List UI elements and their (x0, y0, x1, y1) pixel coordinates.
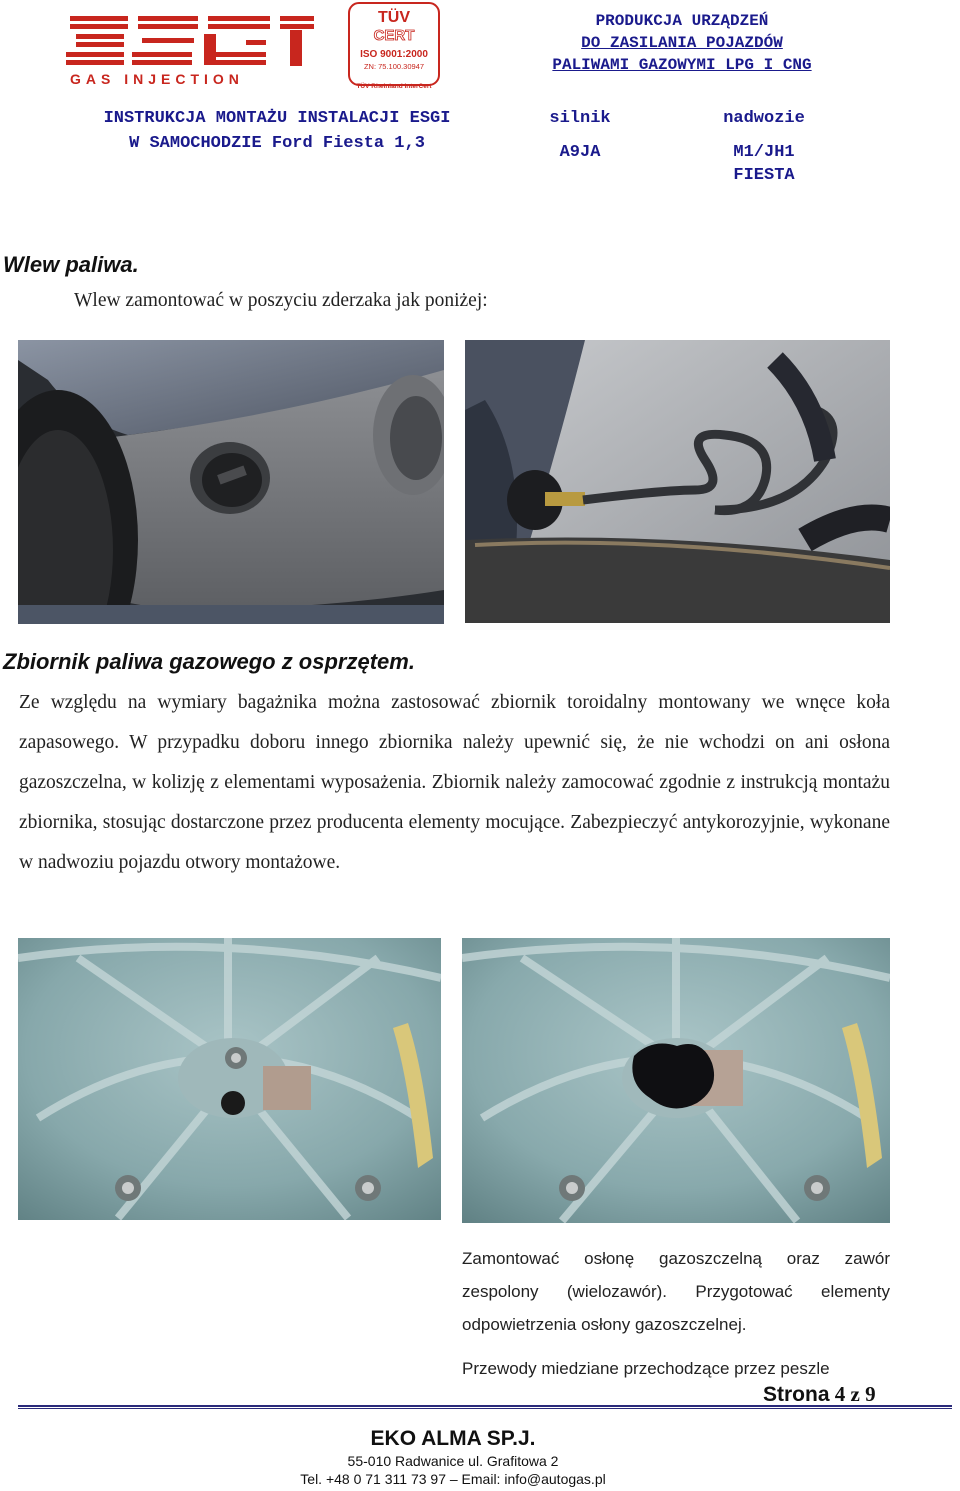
tuv-text: TÜV (378, 9, 410, 26)
cert-issuer: TÜV Rheinland InterCert (356, 83, 432, 90)
side-note-pipes: Przewody miedziane przechodzące przez peszle (462, 1359, 830, 1378)
body-label: nadwozie (723, 109, 805, 128)
company-line-2: DO ZASILANIA POJAZDÓW (581, 34, 783, 52)
tuv-cert-badge (348, 2, 440, 90)
engine-info (530, 106, 630, 165)
section-heading-tank: Zbiornik paliwa gazowego z osprzętem. (3, 649, 415, 674)
photo-spare-wheel-well-sealed (462, 938, 890, 1223)
photo-bumper-filler-neck (18, 340, 444, 624)
cert-number: ZN: 75.100.30947 (363, 62, 425, 71)
cert-text: CERT (373, 27, 415, 44)
iso-text: ISO 9001:2000 (360, 49, 428, 60)
company-line-3: PALIWAMI GAZOWYMI LPG I CNG (552, 56, 812, 74)
photo-filler-hose-connection (465, 340, 890, 623)
page-of: z (850, 1382, 860, 1406)
photo-spare-wheel-well-drilled (18, 938, 441, 1220)
body-value-1: M1/JH1 (733, 143, 795, 162)
footer-rule (18, 1405, 952, 1409)
body-value-2: FIESTA (733, 166, 795, 185)
esgi-logo (62, 10, 320, 88)
doc-title (42, 106, 512, 156)
engine-label: silnik (549, 109, 611, 128)
company-line-1: PRODUKCJA URZĄDZEŃ (595, 12, 769, 30)
page-current: 4 (834, 1382, 846, 1406)
esgi-logo-subtitle: GAS INJECTION (70, 71, 244, 87)
page-number (763, 1382, 876, 1407)
page-word: Strona (763, 1383, 830, 1406)
body-info (700, 106, 828, 188)
company-description (512, 10, 852, 76)
doc-title-line-2: W SAMOCHODZIE Ford Fiesta 1,3 (129, 134, 425, 153)
engine-value: A9JA (559, 143, 601, 162)
footer-contact: Tel. +48 0 71 311 73 97 – Email: info@autogas.pl (300, 1471, 606, 1487)
page-total: 9 (865, 1382, 876, 1406)
section-text-filler: Wlew zamontować w poszyciu zderzaka jak poniżej: (74, 290, 488, 311)
side-note-seal: Zamontować osłonę gazoszczelną oraz zawór zespolony (wielozawór). Przygotować elementy odpowietrzenia osłony gazoszczelnej. (462, 1249, 890, 1334)
section-text-tank: Ze względu na wymiary bagażnika można zastosować zbiornik toroidalny montowany we wnęce koła zapasowego. W przypadku doboru innego zbiornika należy upewnić się, że nie wchodzi on ani osłona gazoszczelna, w kolizję z elementami wyposażenia. Zbiornik należy zamocować zgodnie z instrukcją montażu zbiornika, stosując dostarczone przez producenta elementy mocujące. Zabezpieczyć antykorozyjnie, wykonane w nadwoziu pojazdu otwory montażowe. (19, 692, 890, 873)
footer-company: EKO ALMA SP.J. (370, 1427, 536, 1450)
section-heading-filler: Wlew paliwa. (3, 252, 139, 277)
doc-title-line-1: INSTRUKCJA MONTAŻU INSTALACJI ESGI (103, 109, 451, 128)
footer-address: 55-010 Radwanice ul. Grafitowa 2 (347, 1453, 559, 1469)
